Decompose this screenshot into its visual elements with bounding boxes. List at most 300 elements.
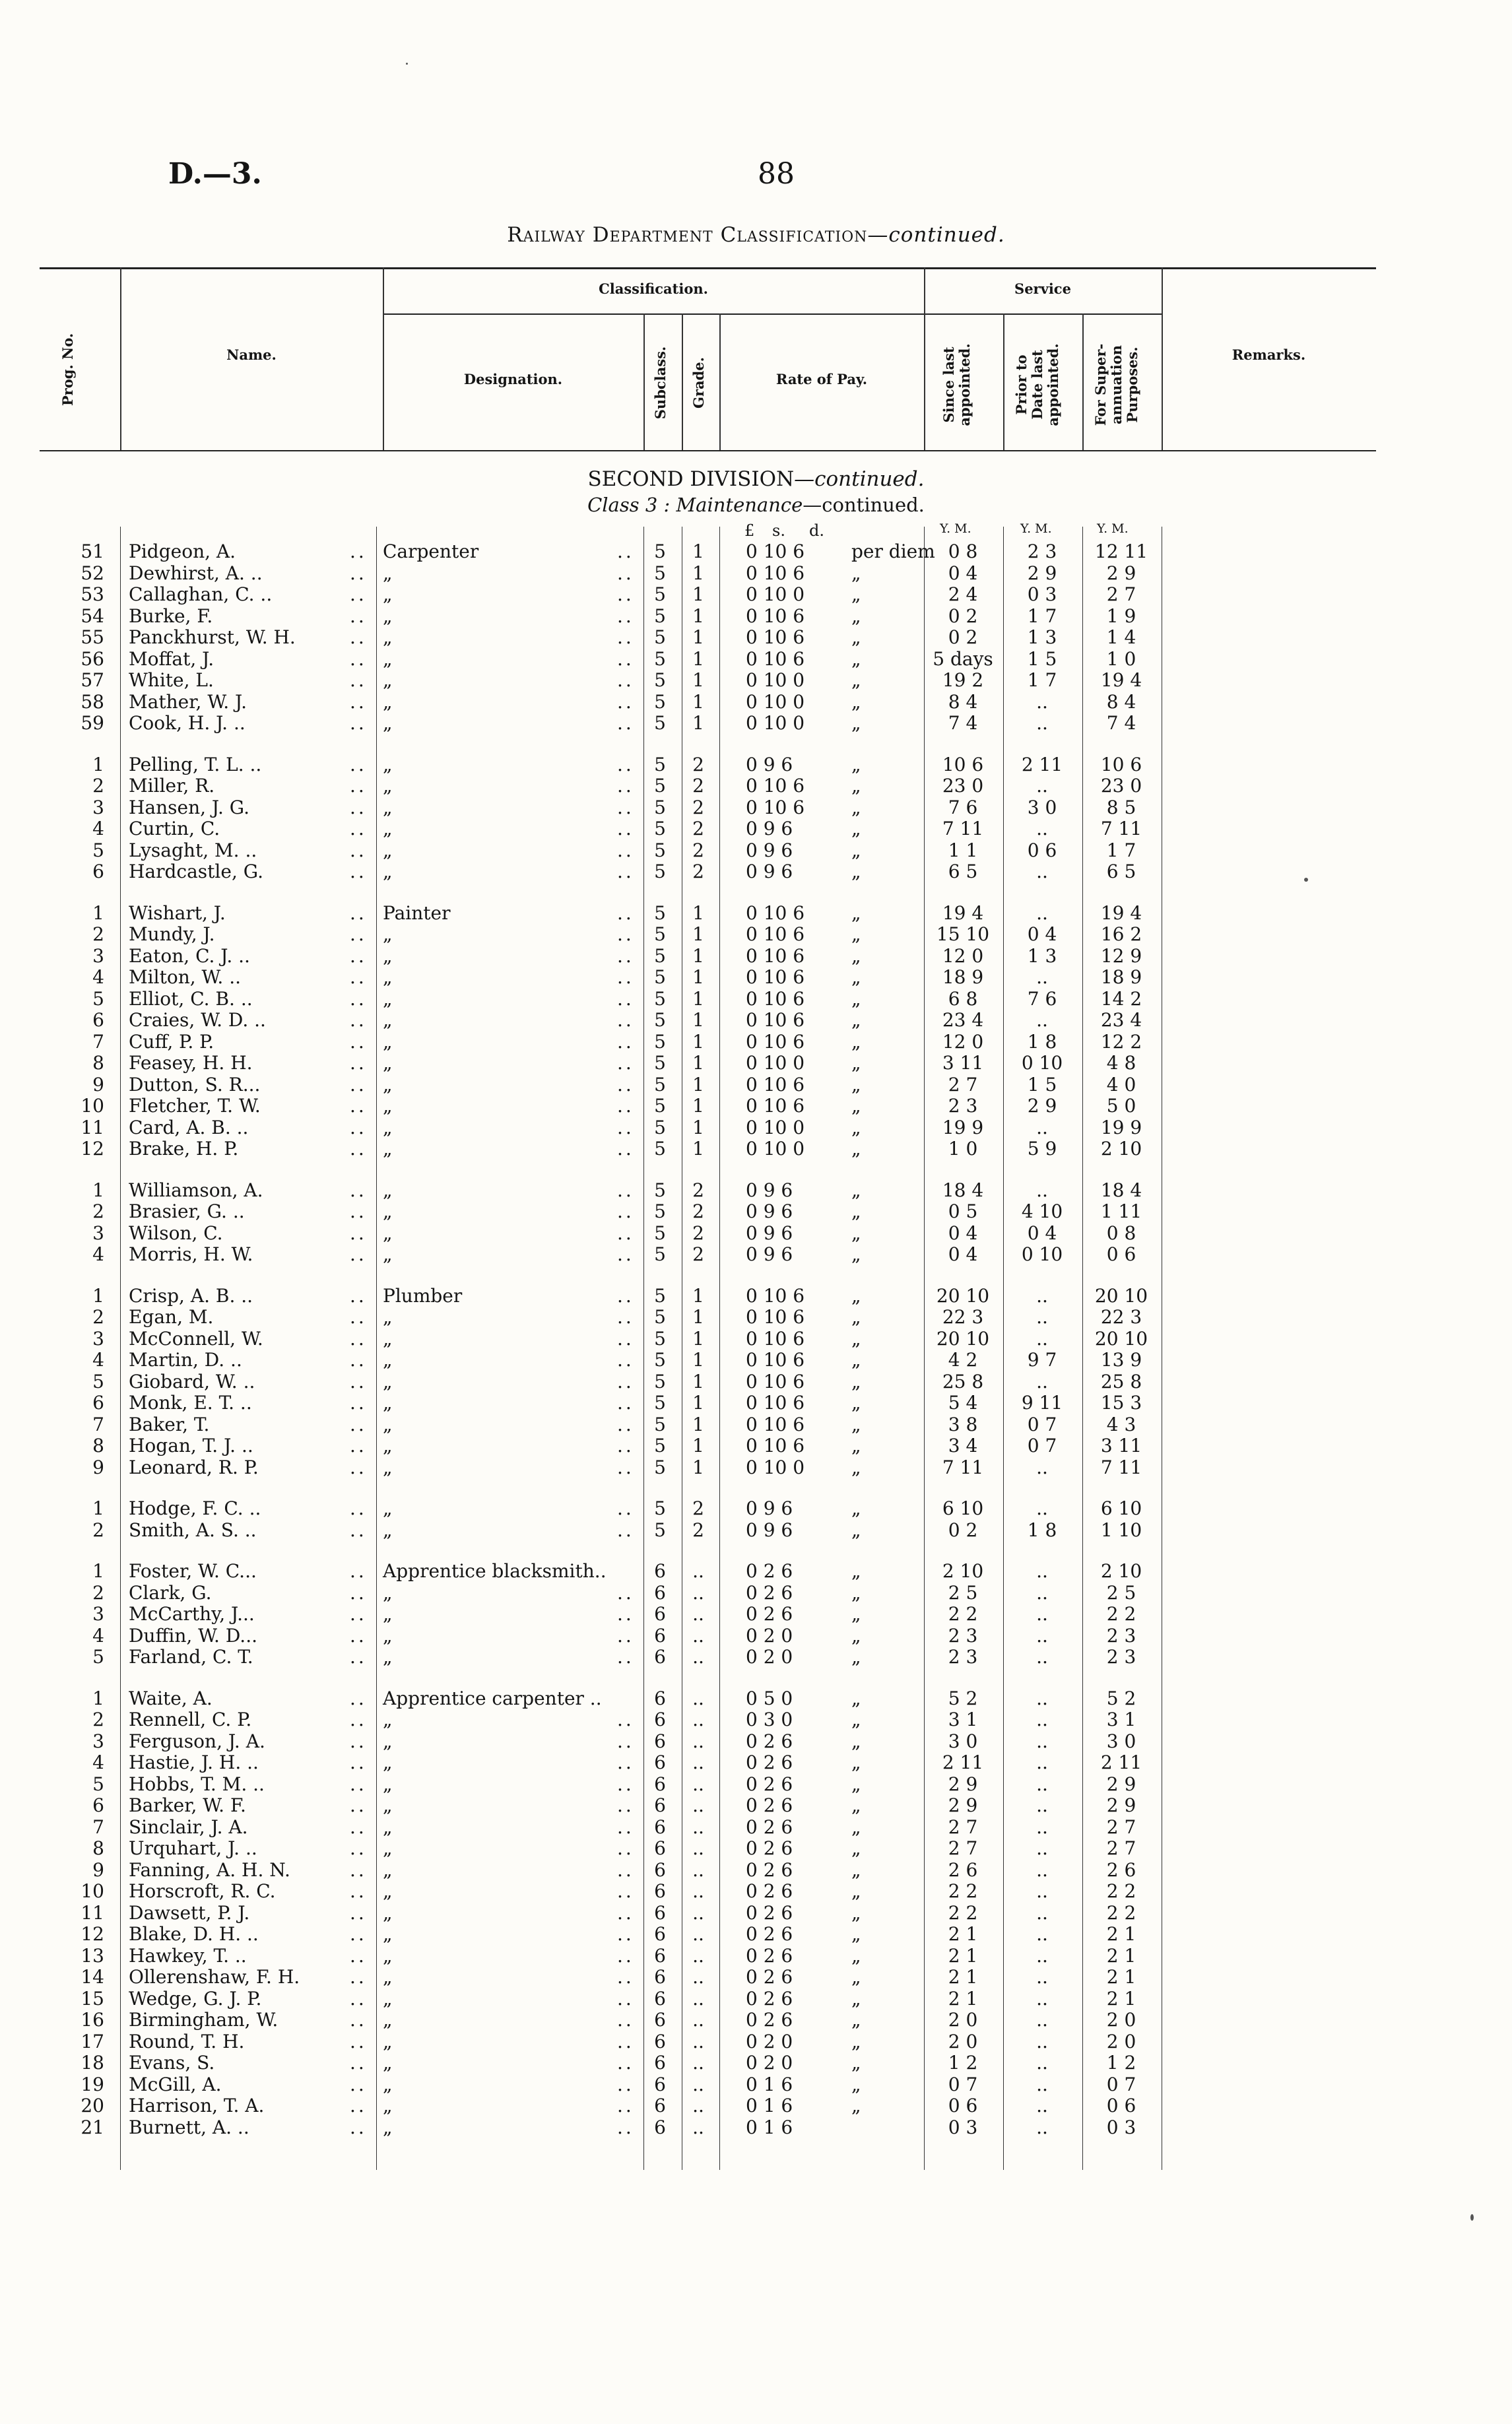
designation: „ <box>383 1730 393 1752</box>
employee-name: Burnett, A. .. <box>129 2116 249 2138</box>
leader-dots: .. <box>617 1179 634 1201</box>
table-row <box>0 1350 1512 1371</box>
prog-no: 4 <box>92 966 104 988</box>
prog-no: 9 <box>92 1456 104 1478</box>
rate-period: „ <box>851 1179 861 1201</box>
leader-dots: .. <box>617 1752 634 1773</box>
grade: .. <box>692 1880 704 1902</box>
rate-of-pay: 0 2 6 <box>746 1837 793 1859</box>
designation: Plumber <box>383 1284 463 1307</box>
rate-of-pay: 0 10 6 <box>746 923 805 945</box>
rate-period: „ <box>851 1456 861 1478</box>
prog-no: 11 <box>81 1901 104 1924</box>
service-superannuation: 2 7 <box>1106 1837 1136 1859</box>
service-superannuation: 2 1 <box>1106 1987 1136 2010</box>
leader-dots: .. <box>617 1138 634 1160</box>
rate-of-pay: 0 9 6 <box>746 1200 793 1222</box>
subclass: 5 <box>654 1456 666 1478</box>
grade: .. <box>692 1944 704 1967</box>
leader-dots: .. <box>350 1794 367 1816</box>
designation: Apprentice blacksmith.. <box>383 1560 607 1582</box>
prog-no: 59 <box>81 712 104 734</box>
leader-dots: .. <box>350 1306 367 1328</box>
designation: Carpenter <box>383 540 479 562</box>
service-superannuation: 1 0 <box>1106 647 1136 670</box>
leader-dots: .. <box>617 1519 634 1541</box>
rate-period: „ <box>851 1435 861 1457</box>
leader-dots: .. <box>617 1901 634 1924</box>
service-prior: .. <box>1036 818 1048 839</box>
employee-name: Ferguson, J. A. <box>129 1730 265 1752</box>
rate-period: „ <box>851 1030 861 1053</box>
leader-dots: .. <box>350 2052 367 2074</box>
class-heading <box>0 494 1512 516</box>
leader-dots: .. <box>350 626 367 648</box>
table-row <box>0 649 1512 670</box>
table-row <box>0 818 1512 839</box>
designation: „ <box>383 839 393 861</box>
service-prior: .. <box>1036 1687 1048 1709</box>
service-since-last: 7 4 <box>948 712 978 734</box>
service-prior: .. <box>1036 2095 1048 2116</box>
leader-dots: .. <box>350 1944 367 1967</box>
leader-dots: .. <box>617 1243 634 1265</box>
designation: „ <box>383 2030 393 2052</box>
grade: 1 <box>692 1370 704 1392</box>
service-since-last: 2 7 <box>948 1837 978 1859</box>
service-prior: 0 10 <box>1021 1052 1063 1074</box>
header-service-rule <box>924 313 1162 315</box>
grade: .. <box>692 1966 704 1988</box>
prog-no: 2 <box>92 923 104 945</box>
service-since-last: 19 9 <box>942 1116 984 1138</box>
service-since-last: 5 days <box>933 647 993 670</box>
prog-no: 9 <box>92 1858 104 1881</box>
service-prior: .. <box>1036 1794 1048 1816</box>
designation: „ <box>383 583 393 605</box>
prog-no: 19 <box>81 2073 104 2095</box>
leader-dots: .. <box>617 2052 634 2074</box>
subclass: 6 <box>654 1987 666 2010</box>
service-superannuation: 1 7 <box>1106 839 1136 861</box>
subclass: 6 <box>654 1646 666 1668</box>
table-row <box>0 2074 1512 2095</box>
leader-dots: .. <box>617 2116 634 2138</box>
table-row <box>0 1096 1512 1117</box>
page-reference: D.—3. <box>168 157 262 191</box>
service-since-last: 23 4 <box>942 1009 984 1031</box>
employee-name: Lysaght, M. .. <box>129 839 257 861</box>
grade: 1 <box>692 712 704 734</box>
employee-name: Morris, H. W. <box>129 1243 253 1265</box>
rate-of-pay: 0 9 6 <box>746 1519 793 1541</box>
subclass: 6 <box>654 2073 666 2095</box>
service-since-last: 7 11 <box>942 818 984 839</box>
prog-no: 1 <box>92 1687 104 1709</box>
employee-name: Burke, F. <box>129 605 213 627</box>
employee-name: Farland, C. T. <box>129 1646 253 1668</box>
leader-dots: .. <box>617 2030 634 2052</box>
table-row <box>0 2010 1512 2031</box>
leader-dots: .. <box>617 1624 634 1647</box>
prog-no: 18 <box>81 2052 104 2074</box>
service-prior: 0 7 <box>1027 1435 1057 1457</box>
grade: 1 <box>692 1030 704 1053</box>
class-continued: —continued. <box>803 494 925 516</box>
employee-name: Barker, W. F. <box>129 1794 246 1816</box>
leader-dots: .. <box>617 1222 634 1244</box>
service-prior: 0 4 <box>1027 1222 1057 1244</box>
service-prior: 1 3 <box>1027 944 1057 967</box>
header-classification: Classification. <box>599 280 708 297</box>
leader-dots: .. <box>350 901 367 924</box>
leader-dots: .. <box>350 2030 367 2052</box>
designation: „ <box>383 1519 393 1541</box>
designation: „ <box>383 605 393 627</box>
service-superannuation: 1 9 <box>1106 605 1136 627</box>
prog-no: 1 <box>92 1497 104 1519</box>
leader-dots: .. <box>617 605 634 627</box>
leader-dots: .. <box>617 1944 634 1967</box>
service-since-last: 0 4 <box>948 1243 978 1265</box>
service-since-last: 3 4 <box>948 1435 978 1457</box>
service-superannuation: 18 4 <box>1100 1179 1142 1201</box>
rate-of-pay: 0 10 0 <box>746 1052 805 1074</box>
designation: „ <box>383 1179 393 1201</box>
leader-dots: .. <box>350 1030 367 1053</box>
grade: 1 <box>692 944 704 967</box>
grade: 1 <box>692 901 704 924</box>
grade: 1 <box>692 1327 704 1350</box>
grade: 1 <box>692 1306 704 1328</box>
service-prior: .. <box>1036 1752 1048 1773</box>
prog-no: 3 <box>92 1222 104 1244</box>
table-row <box>0 1817 1512 1838</box>
service-superannuation: 20 10 <box>1094 1327 1148 1350</box>
grade: 2 <box>692 1222 704 1244</box>
prog-no: 2 <box>92 1306 104 1328</box>
employee-name: Hobbs, T. M. .. <box>129 1773 265 1795</box>
rate-period: „ <box>851 1624 861 1647</box>
rate-period: „ <box>851 1752 861 1773</box>
service-since-last: 5 4 <box>948 1392 978 1414</box>
grade: 1 <box>692 583 704 605</box>
leader-dots: .. <box>617 1858 634 1881</box>
prog-no: 8 <box>92 1435 104 1457</box>
leader-dots: .. <box>350 839 367 861</box>
prog-no: 56 <box>81 647 104 670</box>
service-since-last: 23 0 <box>942 775 984 797</box>
rate-period: „ <box>851 2052 861 2074</box>
prog-no: 1 <box>92 901 104 924</box>
grade: 2 <box>692 1519 704 1541</box>
leader-dots: .. <box>617 1009 634 1031</box>
employee-name: Sinclair, J. A. <box>129 1816 248 1838</box>
service-superannuation: 2 9 <box>1106 1794 1136 1816</box>
table-row <box>0 1435 1512 1457</box>
grade: .. <box>692 1923 704 1945</box>
leader-dots: .. <box>617 1646 634 1668</box>
employee-name: Cook, H. J. .. <box>129 712 246 734</box>
leader-dots: .. <box>350 1880 367 1902</box>
leader-dots: .. <box>350 1560 367 1582</box>
subclass: 5 <box>654 923 666 945</box>
designation: „ <box>383 1030 393 1053</box>
service-prior: .. <box>1036 712 1048 734</box>
service-since-last: 1 1 <box>948 839 978 861</box>
service-prior: .. <box>1036 1987 1048 2010</box>
subclass: 6 <box>654 1773 666 1795</box>
leader-dots: .. <box>617 1987 634 2010</box>
grade: 1 <box>692 1392 704 1414</box>
service-since-last: 12 0 <box>942 944 984 967</box>
service-since-last: 2 2 <box>948 1880 978 1902</box>
leader-dots: .. <box>350 1816 367 1838</box>
service-superannuation: 7 11 <box>1100 1456 1142 1478</box>
service-since-last: 0 2 <box>948 1519 978 1541</box>
leader-dots: .. <box>617 796 634 818</box>
subclass: 5 <box>654 1222 666 1244</box>
prog-no: 4 <box>92 818 104 839</box>
designation: „ <box>383 1816 393 1838</box>
designation: „ <box>383 2009 393 2031</box>
service-superannuation: 2 9 <box>1106 1773 1136 1795</box>
designation: „ <box>383 1456 393 1478</box>
rate-period: „ <box>851 712 861 734</box>
subclass: 5 <box>654 1200 666 1222</box>
rate-period: „ <box>851 861 861 882</box>
grade: .. <box>692 1794 704 1816</box>
rate-of-pay: 0 9 6 <box>746 839 793 861</box>
service-since-last: 1 0 <box>948 1138 978 1160</box>
employee-name: Monk, E. T. .. <box>129 1392 252 1414</box>
leader-dots: .. <box>350 923 367 945</box>
designation: „ <box>383 1138 393 1160</box>
header-name: Name. <box>226 346 277 363</box>
service-superannuation: 19 4 <box>1100 669 1142 691</box>
rate-period: „ <box>851 583 861 605</box>
table-row <box>0 1286 1512 1307</box>
table-row <box>0 2095 1512 2116</box>
service-superannuation: 2 0 <box>1106 2030 1136 2052</box>
service-superannuation: 12 9 <box>1100 944 1142 967</box>
service-prior: .. <box>1036 1581 1048 1604</box>
service-superannuation: 0 6 <box>1106 1243 1136 1265</box>
service-since-last: 12 0 <box>942 1030 984 1053</box>
leader-dots: .. <box>617 1370 634 1392</box>
rate-period: „ <box>851 1794 861 1816</box>
employee-name: Hardcastle, G. <box>129 861 264 882</box>
grade: 1 <box>692 669 704 691</box>
leader-dots: .. <box>617 1773 634 1795</box>
leader-dots: .. <box>350 1773 367 1795</box>
rate-of-pay: 0 10 6 <box>746 1349 805 1371</box>
table-row <box>0 627 1512 648</box>
prog-no: 8 <box>92 1837 104 1859</box>
service-superannuation: 2 10 <box>1100 1138 1142 1160</box>
leader-dots: .. <box>350 1370 367 1392</box>
grade: 2 <box>692 1243 704 1265</box>
designation: „ <box>383 1773 393 1795</box>
leader-dots: .. <box>350 1435 367 1457</box>
leader-dots: .. <box>350 605 367 627</box>
header-grade: Grade. <box>690 357 707 409</box>
rate-period: „ <box>851 1773 861 1795</box>
header-bottom-rule <box>40 450 1376 451</box>
designation: „ <box>383 2073 393 2095</box>
rate-of-pay: 0 10 0 <box>746 583 805 605</box>
employee-name: Callaghan, C. .. <box>129 583 273 605</box>
table-row <box>0 1860 1512 1881</box>
employee-name: Dawsett, P. J. <box>129 1901 250 1924</box>
service-since-last: 2 10 <box>942 1560 984 1582</box>
employee-name: Harrison, T. A. <box>129 2095 265 2116</box>
prog-no: 10 <box>81 1880 104 1902</box>
service-since-last: 2 9 <box>948 1794 978 1816</box>
prog-no: 5 <box>92 1646 104 1668</box>
service-prior: .. <box>1036 1179 1048 1201</box>
rate-of-pay: 0 10 6 <box>746 1327 805 1350</box>
service-prior: 2 9 <box>1027 562 1057 584</box>
rate-of-pay: 0 10 6 <box>746 901 805 924</box>
service-superannuation: 18 9 <box>1100 966 1142 988</box>
rate-period: „ <box>851 2030 861 2052</box>
prog-no: 4 <box>92 1349 104 1371</box>
designation: „ <box>383 1116 393 1138</box>
service-superannuation: 0 8 <box>1106 1222 1136 1244</box>
leader-dots: .. <box>617 1880 634 1902</box>
employee-name: Elliot, C. B. .. <box>129 987 253 1010</box>
rate-period: „ <box>851 562 861 584</box>
leader-dots: .. <box>350 1095 367 1117</box>
service-since-last: 5 2 <box>948 1687 978 1709</box>
subclass: 5 <box>654 1349 666 1371</box>
service-superannuation: 3 1 <box>1106 1709 1136 1730</box>
rate-period: „ <box>851 1497 861 1519</box>
rate-of-pay: 0 9 6 <box>746 1179 793 1201</box>
service-prior: .. <box>1036 2030 1048 2052</box>
service-since-last: 2 0 <box>948 2009 978 2031</box>
leader-dots: .. <box>617 901 634 924</box>
leader-dots: .. <box>617 1581 634 1604</box>
leader-dots: .. <box>617 923 634 945</box>
rate-period: „ <box>851 1138 861 1160</box>
service-since-last: 19 4 <box>942 901 984 924</box>
prog-no: 4 <box>92 1624 104 1647</box>
service-superannuation: 22 3 <box>1100 1306 1142 1328</box>
table-row <box>0 1457 1512 1478</box>
grade: 2 <box>692 1497 704 1519</box>
grade: 2 <box>692 753 704 775</box>
designation: „ <box>383 1392 393 1414</box>
leader-dots: .. <box>350 1519 367 1541</box>
rate-period: „ <box>851 1327 861 1350</box>
leader-dots: .. <box>350 1327 367 1350</box>
service-since-last: 3 1 <box>948 1709 978 1730</box>
table-row <box>0 1053 1512 1074</box>
employee-name: McCarthy, J... <box>129 1603 255 1625</box>
leader-dots: .. <box>350 2009 367 2031</box>
service-superannuation: 13 9 <box>1100 1349 1142 1371</box>
rate-of-pay: 0 2 6 <box>746 1816 793 1838</box>
leader-dots: .. <box>617 647 634 670</box>
rate-of-pay: 0 2 6 <box>746 1603 793 1625</box>
prog-no: 2 <box>92 1519 104 1541</box>
service-since-last: 6 8 <box>948 987 978 1010</box>
leader-dots: .. <box>617 1709 634 1730</box>
leader-dots: .. <box>617 818 634 839</box>
rate-period: „ <box>851 1858 861 1881</box>
rate-of-pay: 0 9 6 <box>746 1497 793 1519</box>
service-prior: 1 3 <box>1027 626 1057 648</box>
designation: „ <box>383 1222 393 1244</box>
leader-dots: .. <box>350 1456 367 1478</box>
service-superannuation: 0 3 <box>1106 2116 1136 2138</box>
employee-name: Brasier, G. .. <box>129 1200 245 1222</box>
table-row <box>0 754 1512 775</box>
rate-period: „ <box>851 1073 861 1096</box>
table-row <box>0 989 1512 1010</box>
subclass: 5 <box>654 1306 666 1328</box>
rate-period: „ <box>851 1200 861 1222</box>
prog-no: 17 <box>81 2030 104 2052</box>
grade: .. <box>692 1752 704 1773</box>
subclass: 5 <box>654 605 666 627</box>
leader-dots: .. <box>617 1095 634 1117</box>
leader-dots: .. <box>350 583 367 605</box>
grade: 1 <box>692 1284 704 1307</box>
table-row <box>0 1201 1512 1222</box>
grade: 1 <box>692 966 704 988</box>
grade: .. <box>692 1773 704 1795</box>
grade: 2 <box>692 775 704 797</box>
service-prior: .. <box>1036 1816 1048 1838</box>
prog-no: 7 <box>92 1030 104 1053</box>
table-row <box>0 1180 1512 1201</box>
designation: „ <box>383 1413 393 1435</box>
rate-period: „ <box>851 1581 861 1604</box>
service-superannuation: 16 2 <box>1100 923 1142 945</box>
prog-no: 2 <box>92 1200 104 1222</box>
table-row <box>0 1117 1512 1138</box>
rate-of-pay: 0 2 6 <box>746 1752 793 1773</box>
table-row <box>0 692 1512 713</box>
designation: „ <box>383 923 393 945</box>
rate-of-pay: 0 10 6 <box>746 1306 805 1328</box>
service-prior: 0 6 <box>1027 839 1057 861</box>
leader-dots: .. <box>350 1752 367 1773</box>
table-row <box>0 584 1512 605</box>
designation: „ <box>383 1646 393 1668</box>
designation: „ <box>383 1752 393 1773</box>
header-designation: Designation. <box>463 371 563 387</box>
leader-dots: .. <box>617 2009 634 2031</box>
grade: 1 <box>692 626 704 648</box>
prog-no: 6 <box>92 1392 104 1414</box>
table-row <box>0 1498 1512 1519</box>
table-row <box>0 1138 1512 1160</box>
designation: „ <box>383 1709 393 1730</box>
rate-of-pay: 0 10 6 <box>746 1284 805 1307</box>
grade: 2 <box>692 839 704 861</box>
leader-dots: .. <box>617 1306 634 1328</box>
service-prior: .. <box>1036 1858 1048 1881</box>
division-heading <box>0 467 1512 491</box>
employee-name: Panckhurst, W. H. <box>129 626 296 648</box>
rate-of-pay: 0 1 6 <box>746 2116 793 2138</box>
page-number: 88 <box>758 157 795 191</box>
leader-dots: .. <box>350 690 367 713</box>
